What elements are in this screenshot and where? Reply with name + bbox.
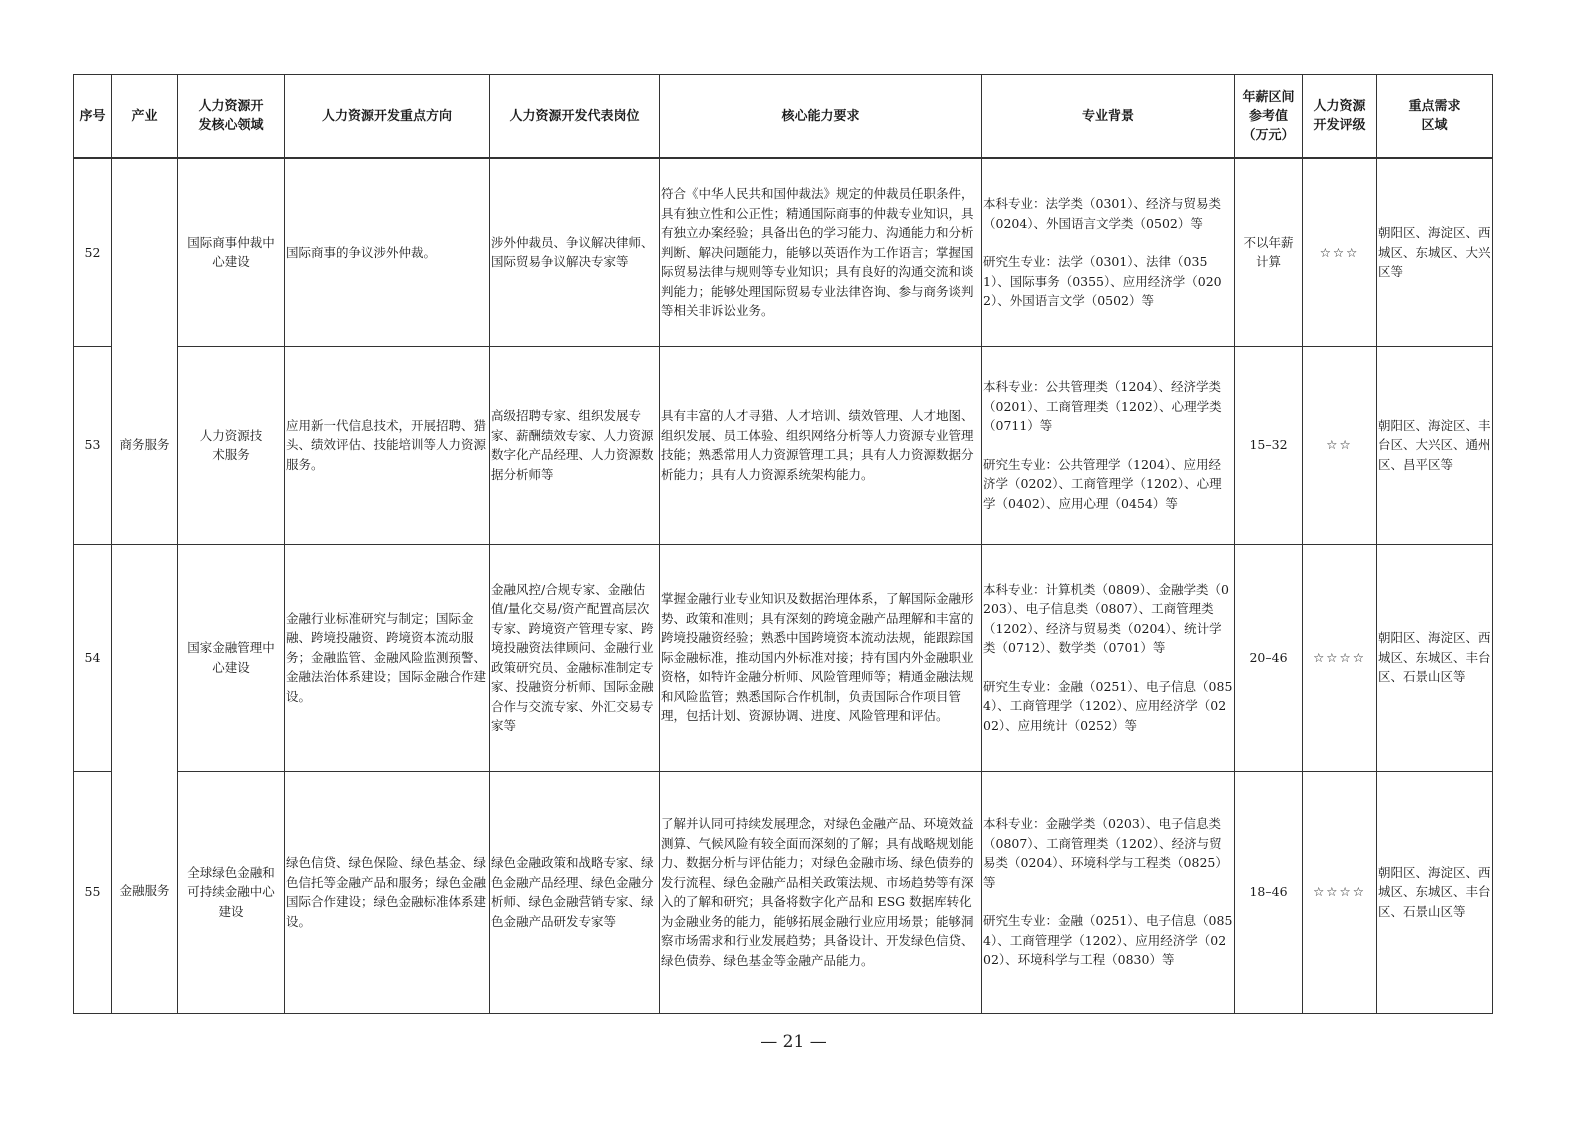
header-salary-range: 年薪区间参考值（万元） (1235, 75, 1303, 159)
row-representative-positions: 高级招聘专家、组织发展专家、薪酬绩效专家、人力资源数字化产品经理、人力资源数据分析师等 (490, 346, 660, 544)
row-representative-positions: 绿色金融政策和战略专家、绿色金融产品经理、绿色金融分析师、绿色金融营销专家、绿色金融产品研发专家等 (490, 771, 660, 1013)
row-salary-range: 15–32 (1235, 346, 1303, 544)
table-row (74, 158, 1493, 346)
row-professional-background (982, 158, 1235, 346)
header-rating: 人力资源开发评级 (1303, 75, 1377, 159)
background-grad: 研究生专业：金融（0251）、电子信息（0854）、工商管理学（1202）、应用经济学（0202）、应用统计（0252）等 (983, 678, 1233, 733)
header-focus-direction: 人力资源开发重点方向 (285, 75, 490, 159)
row-professional-background (982, 544, 1235, 771)
page-number: — 21 — (760, 1032, 827, 1052)
background-undergrad: 本科专业：公共管理类（1204）、经济学类（0201）、工商管理类（1202）、心理学类（0711）等 (983, 379, 1222, 433)
document-page (73, 74, 1492, 1014)
row-salary-range: 18–46 (1235, 771, 1303, 1013)
row-representative-positions: 涉外仲裁员、争议解决律师、国际贸易争议解决专家等 (490, 158, 660, 346)
row-professional-background (982, 346, 1235, 544)
industry-label: 商务服务 (119, 436, 170, 452)
background-undergrad: 本科专业：法学类（0301）、经济与贸易类（0204）、外国语言文学类（0502）等 (983, 196, 1222, 231)
row-core-competencies: 了解并认同可持续发展理念，对绿色金融产品、环境效益测算、气候风险有较全面而深刻的了解；具有战略规划能力、数据分析与评估能力；对绿色金融市场、绿色债券的发行流程、绿色金融产品相关政策法规、市场趋势等有深入的了解和研究；具备将数字化产品和 ESG 数据库转化为金融业务的能力，能够拓展金融行业应用场景；能够洞察市场需求和行业发展趋势；具备设计、开发绿色信贷、绿色债券、绿色基金等金融产品能力。 (660, 771, 982, 1013)
table-header-row (74, 75, 1493, 159)
row-key-areas: 朝阳区、海淀区、西城区、东城区、大兴区等 (1377, 158, 1493, 346)
row-salary-range: 20–46 (1235, 544, 1303, 771)
row-core-competencies: 掌握金融行业专业知识及数据治理体系，了解国际金融形势、政策和准则；具有深刻的跨境金融产品理解和丰富的跨境投融资经验；熟悉中国跨境资本流动法规，能跟踪国际金融标准，推动国内外标准对接；持有国内外金融职业资格，如特许金融分析师、风险管理师等；精通金融法规和风险监管；熟悉国际合作机制，负责国际合作项目管理，包括计划、资源协调、进度、风险管理和评估。 (660, 544, 982, 771)
row-rating-stars: ☆☆☆☆ (1303, 544, 1377, 771)
header-representative-positions: 人力资源开发代表岗位 (490, 75, 660, 159)
table-row (74, 771, 1493, 1013)
header-seq: 序号 (74, 75, 112, 159)
row-representative-positions: 金融风控/合规专家、金融估值/量化交易/资产配置高层次专家、跨境资产管理专家、跨境投融资法律顾问、金融行业政策研究员、金融标准制定专家、投融资分析师、国际金融合作与交流专家、外汇交易专家等 (490, 544, 660, 771)
row-focus-direction: 应用新一代信息技术，开展招聘、猎头、绩效评估、技能培训等人力资源服务。 (285, 346, 490, 544)
row-seq: 53 (74, 346, 112, 544)
row-professional-background (982, 771, 1235, 1013)
industry-label: 金融服务 (119, 883, 170, 899)
background-grad: 研究生专业：金融（0251）、电子信息（0854）、工商管理学（1202）、应用经济学（0202）、环境科学与工程（0830）等 (983, 913, 1233, 968)
header-industry: 产业 (112, 75, 178, 159)
row-rating-stars: ☆☆☆ (1303, 158, 1377, 346)
row-core-competencies: 符合《中华人民共和国仲裁法》规定的仲裁员任职条件，具有独立性和公正性；精通国际商事的仲裁专业知识，具有独立办案经验；具备出色的学习能力、沟通能力和分析判断、解决问题能力，能够以英语作为工作语言；掌握国际贸易法律与规则等专业知识；具有良好的沟通交流和谈判能力；能够处理国际贸易专业法律咨询、参与商务谈判等相关非诉讼业务。 (660, 158, 982, 346)
table-row (74, 544, 1493, 771)
header-professional-background: 专业背景 (982, 75, 1235, 159)
row-core-competencies: 具有丰富的人才寻猎、人才培训、绩效管理、人才地图、组织发展、员工体验、组织网络分析等人力资源专业管理技能；熟悉常用人力资源管理工具；具有人力资源数据分析能力；具有人力资源系统架构能力。 (660, 346, 982, 544)
row-core-field: 全球绿色金融和可持续金融中心建设 (178, 771, 285, 1013)
row-rating-stars: ☆☆ (1303, 346, 1377, 544)
row-seq: 52 (74, 158, 112, 346)
row-core-field: 国家金融管理中心建设 (178, 544, 285, 771)
header-key-areas: 重点需求区域 (1377, 75, 1493, 159)
row-salary-range: 不以年薪计算 (1235, 158, 1303, 346)
background-grad: 研究生专业：法学（0301）、法律（0351）、国际事务（0355）、应用经济学（0202）、外国语言文学（0502）等 (983, 254, 1222, 308)
row-focus-direction: 国际商事的争议涉外仲裁。 (285, 158, 490, 346)
row-seq: 54 (74, 544, 112, 771)
row-core-field: 人力资源技术服务 (178, 346, 285, 544)
row-key-areas: 朝阳区、海淀区、西城区、东城区、丰台区、石景山区等 (1377, 771, 1493, 1013)
talent-development-table (73, 74, 1493, 1014)
row-rating-stars: ☆☆☆☆ (1303, 771, 1377, 1013)
table-row (74, 346, 1493, 544)
row-key-areas: 朝阳区、海淀区、丰台区、大兴区、通州区、昌平区等 (1377, 346, 1493, 544)
row-focus-direction: 绿色信贷、绿色保险、绿色基金、绿色信托等金融产品和服务；绿色金融国际合作建设；绿色金融标准体系建设。 (285, 771, 490, 1013)
industry-cell (112, 158, 178, 544)
background-grad: 研究生专业：公共管理学（1204）、应用经济学（0202）、工商管理学（1202）、心理学（0402）、应用心理（0454）等 (983, 456, 1222, 511)
row-focus-direction: 金融行业标准研究与制定；国际金融、跨境投融资、跨境资本流动服务；金融监管、金融风险监测预警、金融法治体系建设；国际金融合作建设。 (285, 544, 490, 771)
row-key-areas: 朝阳区、海淀区、西城区、东城区、丰台区、石景山区等 (1377, 544, 1493, 771)
row-seq: 55 (74, 771, 112, 1013)
background-undergrad: 本科专业：金融学类（0203）、电子信息类（0807）、工商管理类（1202）、经济与贸易类（0204）、环境科学与工程类（0825）等 (983, 816, 1228, 890)
industry-cell (112, 544, 178, 1013)
row-core-field: 国际商事仲裁中心建设 (178, 158, 285, 346)
background-undergrad: 本科专业：计算机类（0809）、金融学类（0203）、电子信息类（0807）、工商管理类（1202）、经济与贸易类（0204）、统计学类（0712）、数学类（0701）等 (983, 581, 1230, 656)
header-core-competencies: 核心能力要求 (660, 75, 982, 159)
header-core-field: 人力资源开发核心领域 (178, 75, 285, 159)
